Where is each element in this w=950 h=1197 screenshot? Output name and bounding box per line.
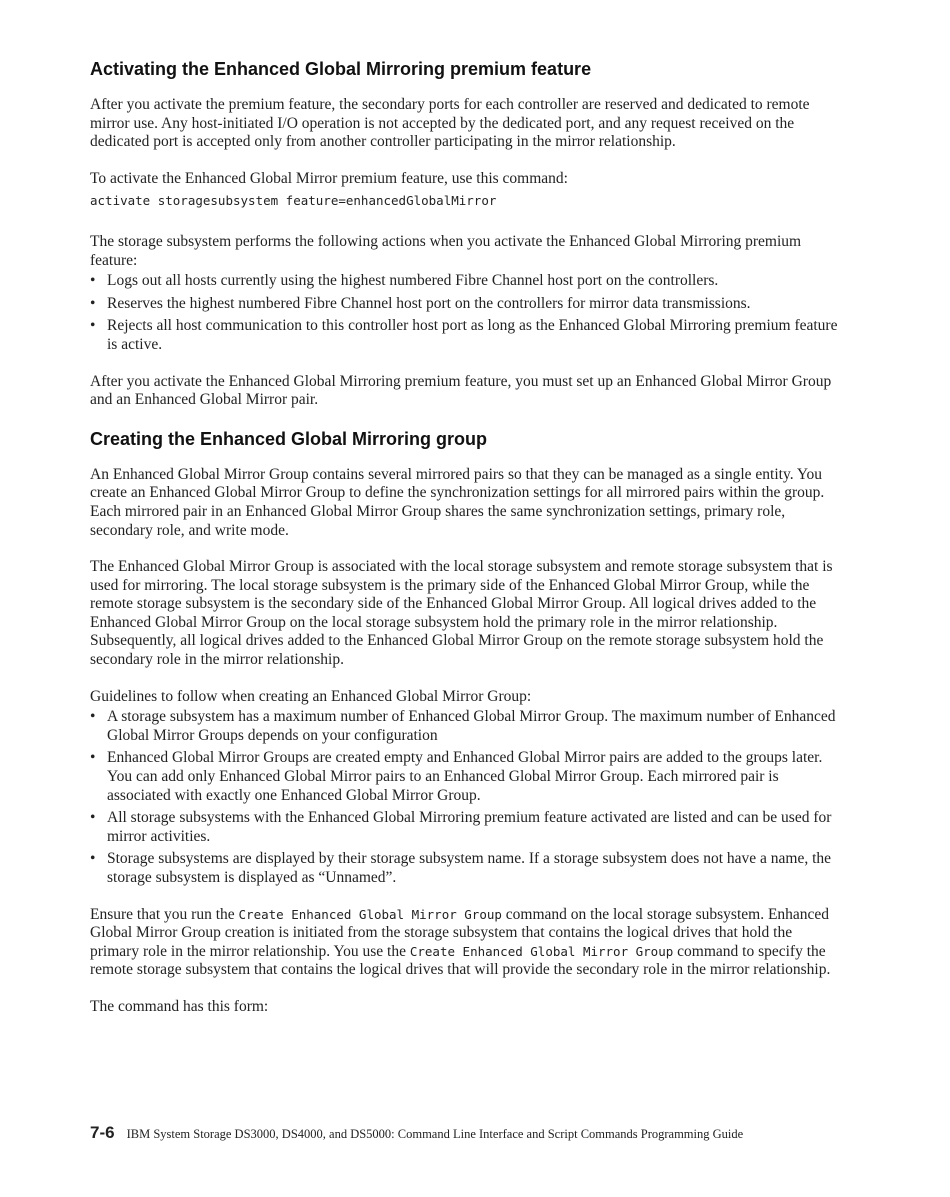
inline-command: Create Enhanced Global Mirror Group	[238, 906, 502, 922]
page-footer	[90, 1123, 743, 1143]
bullet-list	[90, 708, 838, 887]
text-run: Ensure that you run the	[90, 905, 239, 923]
document-page	[90, 58, 838, 1035]
paragraph: The storage subsystem performs the following actions when you activate the Enhanced Global Mirroring premium feature:	[90, 232, 802, 269]
list-item: • Rejects all host communication to this controller host port as long as the Enhanced Global Mirroring premium feature is active.	[90, 317, 838, 354]
list-item: • Logs out all hosts currently using the highest numbered Fibre Channel host port on the controllers.	[90, 272, 838, 291]
list-item: • A storage subsystem has a maximum number of Enhanced Global Mirror Group. The maximum number of Enhanced Global Mirror Groups depends on your configuration	[90, 708, 838, 745]
command-code: activate storagesubsystem feature=enhancedGlobalMirror	[90, 193, 497, 209]
text-run: command to specify the remote storage subsystem that contains the logical drives that will provide the secondary role in the mirror relationship.	[90, 942, 831, 979]
list-item: • Storage subsystems are displayed by their storage subsystem name. If a storage subsystem does not have a name, the storage subsystem is displayed as “Unnamed”.	[90, 850, 838, 887]
page-number: 7-6	[90, 1123, 115, 1142]
section-heading-activating: Activating the Enhanced Global Mirroring premium feature	[90, 59, 592, 79]
paragraph: An Enhanced Global Mirror Group contains several mirrored pairs so that they can be managed as a single entity. You create an Enhanced Global Mirror Group to define the synchronization settings for all mirrored pairs within the group. Each mirrored pair in an Enhanced Global Mirror Group shares the same synchronization settings, primary role, secondary role, and write mode.	[90, 465, 825, 539]
paragraph: To activate the Enhanced Global Mirror premium feature, use this command:	[90, 169, 568, 187]
list-item: • Enhanced Global Mirror Groups are created empty and Enhanced Global Mirror pairs are added to the groups later. You can add only Enhanced Global Mirror pairs to an Enhanced Global Mirror Group. Each mirrored pair is associated with exactly one Enhanced Global Mirror Group.	[90, 749, 838, 805]
paragraph: After you activate the Enhanced Global Mirroring premium feature, you must set up an Enhanced Global Mirror Group and an Enhanced Global Mirror pair.	[90, 372, 832, 409]
footer-title: IBM System Storage DS3000, DS4000, and DS5000: Command Line Interface and Script Commands Programming Guide	[126, 1127, 744, 1141]
paragraph	[90, 906, 838, 980]
list-item: • All storage subsystems with the Enhanced Global Mirroring premium feature activated are listed and can be used for mirror activities.	[90, 809, 838, 846]
section-heading-creating: Creating the Enhanced Global Mirroring group	[90, 428, 488, 449]
paragraph: After you activate the premium feature, the secondary ports for each controller are reserved and dedicated to remote mirror use. Any host-initiated I/O operation is not accepted by the dedicated port, and any request received on the dedicated port is accepted only from another controller participating in the mirror relationship.	[90, 96, 810, 151]
paragraph: Guidelines to follow when creating an Enhanced Global Mirror Group:	[90, 687, 532, 705]
text-run: command on the local storage subsystem. Enhanced Global Mirror Group creation is initiated from the storage subsystem that contains the logical drives that hold the primary role in the mirror relationship. You use the	[90, 905, 830, 960]
paragraph: The command has this form:	[90, 997, 269, 1015]
bullet-list	[90, 272, 838, 354]
list-item: • Reserves the highest numbered Fibre Channel host port on the controllers for mirror data transmissions.	[90, 295, 838, 314]
inline-command: Create Enhanced Global Mirror Group	[409, 943, 674, 959]
paragraph: The Enhanced Global Mirror Group is associated with the local storage subsystem and remote storage subsystem that is used for mirroring. The local storage subsystem is the primary side of the Enhanced Global Mirror Group, while the remote storage subsystem is the secondary side of the Enhanced Global Mirror Group. All logical drives added to the Enhanced Global Mirror Group on the local storage subsystem hold the primary role in the mirror relationship. Subsequently, all logical drives added to the Enhanced Global Mirror Group on the remote storage subsystem hold the secondary role in the mirror relationship.	[90, 558, 833, 669]
